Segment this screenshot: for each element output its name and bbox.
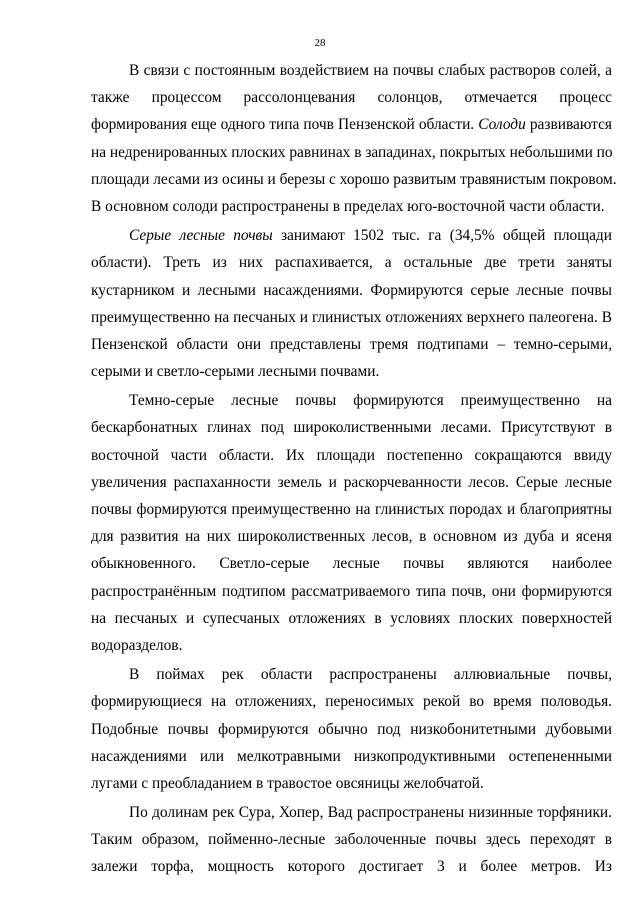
italic-term: Солоди <box>478 116 526 134</box>
paragraph <box>91 222 612 385</box>
text-line: увеличения распаханности земель и раскорчеванности лесов. Серые лесные <box>91 473 612 491</box>
text-line: обыкновенного. Светло-серые лесные почвы являются наиболее <box>91 555 612 573</box>
text-line: Таким образом, пойменно-лесные заболоченные почвы здесь переходят в <box>91 831 612 849</box>
text-line: на песчаных и супесчаных отложениях в условиях плоских поверхностей <box>91 609 612 627</box>
text-line: преимущественно на песчаных и глинистых отложениях верхнего палеогена. В <box>91 308 612 326</box>
text-line: залежи торфа, мощность которого достигает 3 и более метров. Из <box>91 858 612 876</box>
paragraph <box>91 661 612 797</box>
paragraph <box>91 387 612 659</box>
document-body <box>91 57 617 881</box>
text-line: В поймах рек области распространены аллювиальные почвы, <box>129 666 612 684</box>
text-line: почвы формируются преимущественно на глинистых породах и благоприятны <box>91 501 612 518</box>
page-number: 28 <box>314 37 326 49</box>
text-line: В основном солоди распространены в пределах юго-восточной части области. <box>91 197 605 215</box>
text-line: Серые лесные почвы занимают 1502 тыс. га (34,5% общей площади <box>129 227 612 245</box>
text-line: бескарбонатных глинах под широколиственными лесами. Присутствуют в <box>91 419 612 437</box>
text-line: области). Треть из них распахивается, а остальные две трети заняты <box>91 254 612 272</box>
paragraph <box>91 57 617 220</box>
text-line: По долинам рек Сура, Хопер, Вад распространены низинные торфяники. <box>129 804 612 822</box>
text-line: формирующиеся на отложениях, переносимых рекой во время половодья. <box>91 693 612 711</box>
text-line: лугами с преобладанием в травостое овсяницы желобчатой. <box>91 774 484 792</box>
text-line: площади лесами из осины и березы с хорошо развитым травянистым покровом. <box>91 170 617 188</box>
text-line: серыми и светло-серыми лесными почвами. <box>91 363 380 381</box>
italic-term: Серые лесные почвы <box>129 227 273 245</box>
text-line: восточной части области. Их площади постепенно сокращаются ввиду <box>91 446 612 464</box>
text-line: В связи с постоянным воздействием на почвы слабых растворов солей, а <box>129 62 612 79</box>
text-line: на недренированных плоских равнинах в западинах, покрытых небольшими по <box>91 143 613 161</box>
text-line: распространённым подтипом рассматриваемого типа почв, они формируются <box>91 582 612 600</box>
text-line: Подобные почвы формируются обычно под низкобонитетными дубовыми <box>91 720 612 738</box>
text-line: водоразделов. <box>91 636 183 654</box>
text-line: насаждениями или мелкотравными низкопродуктивными остепененными <box>91 747 612 765</box>
text-line: кустарником и лесными насаждениями. Формируются серые лесные почвы <box>91 281 612 299</box>
text-line: также процессом рассолонцевания солонцов, отмечается процесс <box>91 89 612 107</box>
text-line: формирования еще одного типа почв Пензенской области. Солоди развиваются <box>91 116 612 134</box>
text-line: Пензенской области они представлены тремя подтипами – темно-серыми, <box>91 335 612 353</box>
text-line: для развития на них широколиственных лесов, в основном из дуба и ясеня <box>91 528 612 546</box>
text-line: Темно-серые лесные почвы формируются преимущественно на <box>129 392 612 410</box>
paragraph <box>91 799 612 881</box>
